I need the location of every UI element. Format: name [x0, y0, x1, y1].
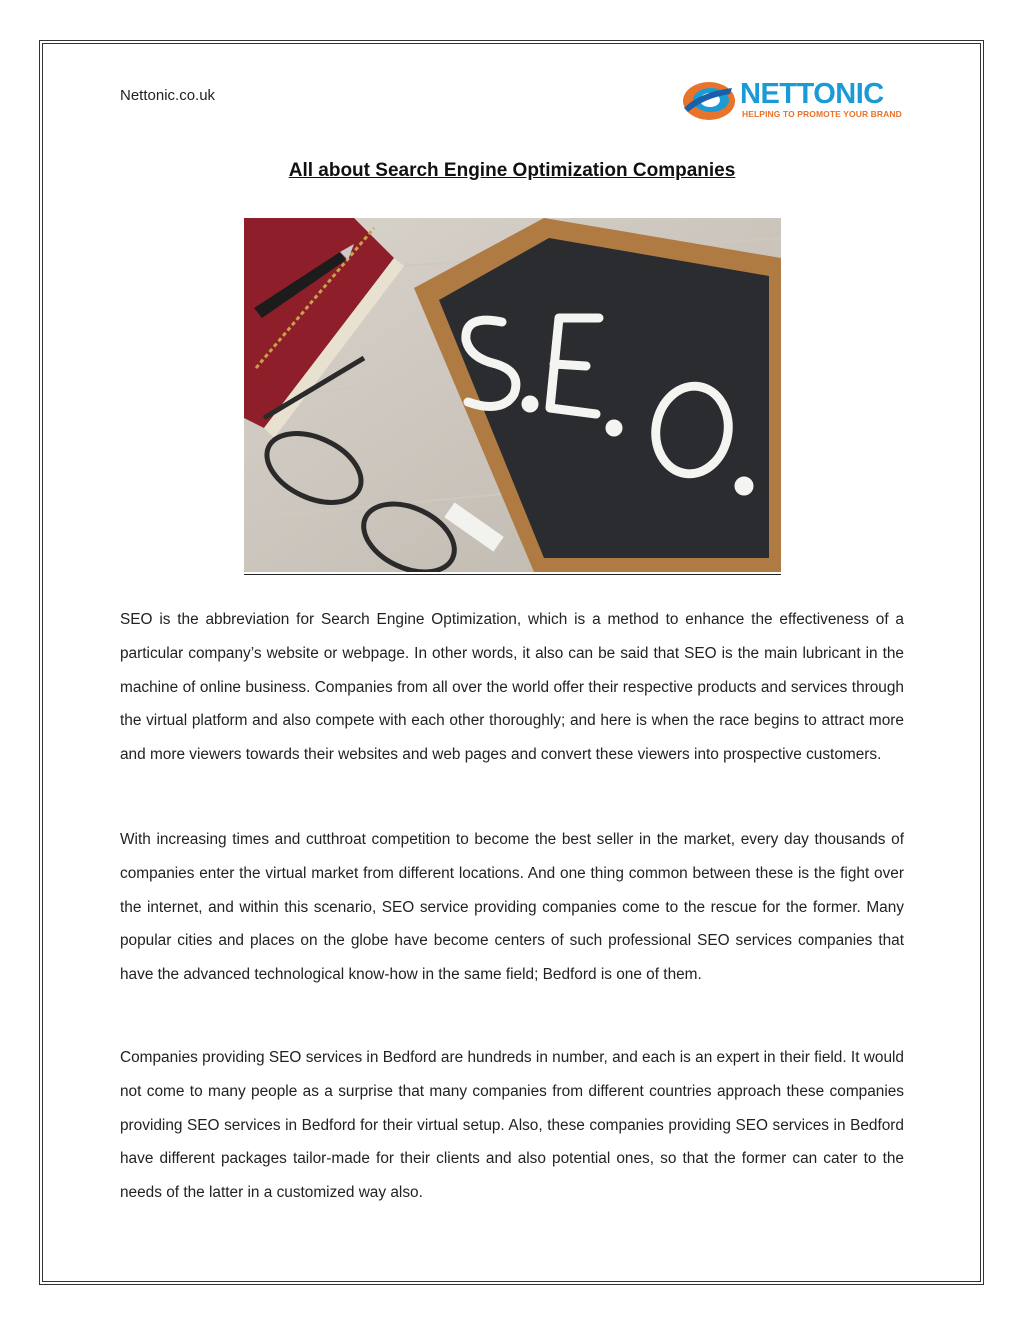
logo-mark-icon: [680, 78, 738, 124]
logo-wordmark: NETTONIC: [740, 78, 884, 110]
seo-chalkboard-illustration: [244, 218, 781, 572]
seo-chalkboard-photo: [244, 218, 781, 572]
body-paragraph-3: Companies providing SEO services in Bedford are hundreds in number, and each is an expert in their field. It would not come to many people as a surprise that many companies from different countries approach these companies providing SEO services in Bedford for their virtual setup. Also, these companies providing SEO services in Bedford have different packages tailor-made for their clients and also potential ones, so that the former can cater to the needs of the latter in a customized way also.: [120, 1049, 904, 1202]
document-title: All about Search Engine Optimization Companies: [288, 160, 736, 181]
nettonic-logo: [680, 78, 905, 124]
site-url: Nettonic.co.uk: [120, 87, 216, 104]
logo-tagline: HELPING TO PROMOTE YOUR BRAND: [742, 109, 902, 119]
image-underline: [244, 574, 781, 575]
body-paragraph-2: With increasing times and cutthroat competition to become the best seller in the market, every day thousands of companies enter the virtual market from different locations. And one thing common between these is the fight over the internet, and within this scenario, SEO service providing companies come to the rescue for the former. Many popular cities and places on the globe have become centers of such professional SEO services companies that have the advanced technological know-how in the same field; Bedford is one of them.: [120, 831, 904, 984]
body-paragraph-1: SEO is the abbreviation for Search Engine Optimization, which is a method to enhance the effectiveness of a particular company’s website or webpage. In other words, it also can be said that SEO is the main lubricant in the machine of online business. Companies from all over the world offer their respective products and services through the virtual platform and also compete with each other thoroughly; and here is when the race begins to attract more and more viewers towards their websites and web pages and convert these viewers into prospective customers.: [120, 611, 904, 764]
